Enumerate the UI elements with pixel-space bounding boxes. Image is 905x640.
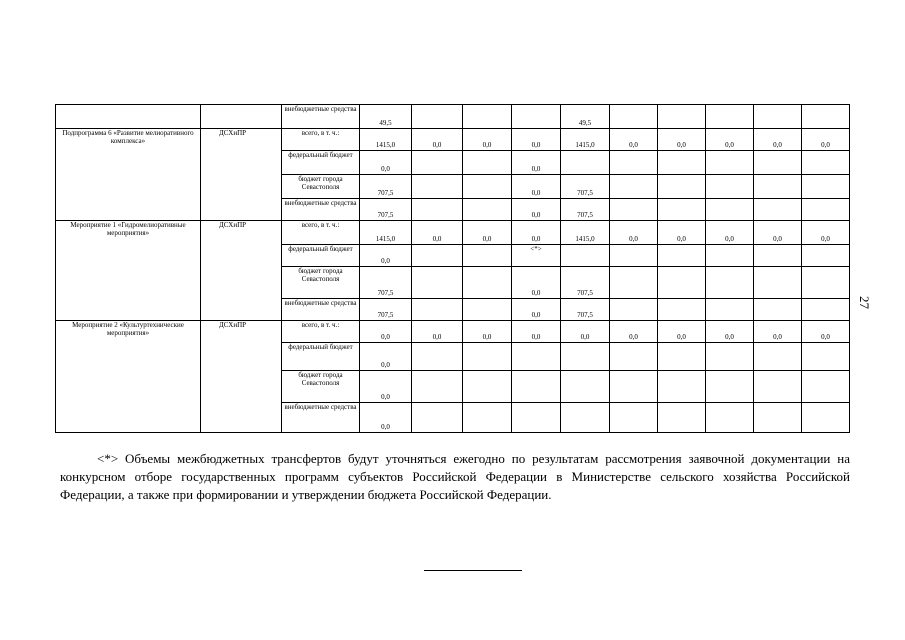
value-cell: 0,0 — [610, 221, 658, 245]
value-cell: 0,0 — [512, 321, 561, 343]
value-cell — [412, 371, 463, 403]
value-cell: 1415,0 — [561, 221, 610, 245]
value-cell: 0,0 — [463, 221, 512, 245]
value-cell: 0,0 — [360, 371, 412, 403]
value-cell — [658, 343, 706, 371]
value-cell — [561, 245, 610, 267]
value-cell — [658, 371, 706, 403]
value-cell: 0,0 — [754, 221, 802, 245]
value-cell: 0,0 — [512, 221, 561, 245]
value-cell — [802, 299, 850, 321]
funding-source-cell: федеральный бюджет — [282, 245, 360, 267]
value-cell: 0,0 — [706, 321, 754, 343]
value-cell — [754, 175, 802, 199]
value-cell — [463, 403, 512, 433]
value-cell — [754, 371, 802, 403]
value-cell — [706, 175, 754, 199]
value-cell — [610, 175, 658, 199]
value-cell: 0,0 — [512, 267, 561, 299]
value-cell — [802, 199, 850, 221]
value-cell — [463, 105, 512, 129]
value-cell: 0,0 — [658, 129, 706, 151]
value-cell — [658, 245, 706, 267]
value-cell: 0,0 — [706, 221, 754, 245]
value-cell — [463, 371, 512, 403]
value-cell — [658, 151, 706, 175]
value-cell: 0,0 — [802, 321, 850, 343]
value-cell — [706, 343, 754, 371]
value-cell — [512, 105, 561, 129]
budget-table-body — [56, 105, 850, 433]
responsible-cell — [201, 105, 282, 129]
program-name-cell: Подпрограмма 6 «Развитие мелиоративного комплекса» — [56, 129, 201, 221]
value-cell: 707,5 — [561, 299, 610, 321]
value-cell — [706, 105, 754, 129]
value-cell: 0,0 — [512, 175, 561, 199]
funding-source-cell: внебюджетные средства — [282, 105, 360, 129]
funding-source-cell: всего, в т. ч.: — [282, 221, 360, 245]
value-cell — [706, 299, 754, 321]
value-cell — [561, 343, 610, 371]
funding-source-cell: федеральный бюджет — [282, 343, 360, 371]
value-cell — [561, 151, 610, 175]
value-cell — [802, 371, 850, 403]
value-cell: 0,0 — [463, 321, 512, 343]
funding-source-cell: бюджет города Севастополя — [282, 175, 360, 199]
value-cell: 0,0 — [561, 321, 610, 343]
value-cell: 0,0 — [512, 129, 561, 151]
value-cell: 707,5 — [360, 175, 412, 199]
responsible-cell: ДСХиПР — [201, 221, 282, 321]
value-cell: 0,0 — [802, 129, 850, 151]
value-cell — [610, 151, 658, 175]
value-cell — [754, 299, 802, 321]
footnote-text: <*> Объемы межбюджетных трансфертов будут уточняться ежегодно по результатам рассмотрения заявочной документации на конкурсном отборе государственных программ субъектов Российской Федерации в Министерстве сельского хозяйства Российской Федерации, а также при формировании и утверждении бюджета Российской Федерации. — [60, 451, 850, 502]
responsible-cell: ДСХиПР — [201, 129, 282, 221]
value-cell — [706, 199, 754, 221]
value-cell: 0,0 — [512, 151, 561, 175]
table-row — [56, 105, 850, 129]
value-cell — [512, 403, 561, 433]
value-cell — [463, 151, 512, 175]
value-cell: 707,5 — [360, 199, 412, 221]
value-cell — [412, 199, 463, 221]
value-cell — [412, 267, 463, 299]
value-cell: 0,0 — [360, 403, 412, 433]
value-cell — [802, 245, 850, 267]
funding-source-cell: внебюджетные средства — [282, 199, 360, 221]
footnote-rule — [424, 570, 522, 571]
value-cell — [412, 151, 463, 175]
value-cell — [412, 175, 463, 199]
value-cell — [802, 267, 850, 299]
value-cell — [610, 299, 658, 321]
value-cell: 1415,0 — [360, 129, 412, 151]
value-cell — [802, 105, 850, 129]
value-cell: 0,0 — [754, 321, 802, 343]
value-cell: 0,0 — [658, 221, 706, 245]
value-cell: 0,0 — [412, 321, 463, 343]
value-cell — [463, 343, 512, 371]
value-cell — [754, 267, 802, 299]
funding-source-cell: федеральный бюджет — [282, 151, 360, 175]
value-cell: 0,0 — [360, 321, 412, 343]
funding-source-cell: всего, в т. ч.: — [282, 321, 360, 343]
value-cell — [463, 245, 512, 267]
footnote — [60, 450, 850, 504]
value-cell — [754, 199, 802, 221]
value-cell — [463, 267, 512, 299]
value-cell: <*> — [512, 245, 561, 267]
value-cell — [658, 403, 706, 433]
value-cell: 1415,0 — [561, 129, 610, 151]
value-cell: 0,0 — [512, 299, 561, 321]
value-cell — [463, 175, 512, 199]
table-row — [56, 221, 850, 245]
value-cell — [754, 403, 802, 433]
value-cell: 707,5 — [561, 267, 610, 299]
value-cell — [463, 199, 512, 221]
value-cell — [512, 371, 561, 403]
value-cell — [658, 267, 706, 299]
value-cell — [610, 199, 658, 221]
value-cell — [754, 151, 802, 175]
value-cell — [412, 343, 463, 371]
value-cell — [754, 105, 802, 129]
funding-source-cell: бюджет города Севастополя — [282, 267, 360, 299]
budget-table — [55, 104, 850, 433]
value-cell: 49,5 — [561, 105, 610, 129]
value-cell — [754, 245, 802, 267]
funding-source-cell: внебюджетные средства — [282, 403, 360, 433]
value-cell — [802, 175, 850, 199]
value-cell — [658, 175, 706, 199]
value-cell — [561, 403, 610, 433]
value-cell — [463, 299, 512, 321]
value-cell — [412, 245, 463, 267]
value-cell — [706, 267, 754, 299]
value-cell — [610, 403, 658, 433]
value-cell: 0,0 — [706, 129, 754, 151]
value-cell: 707,5 — [561, 199, 610, 221]
value-cell — [610, 267, 658, 299]
value-cell — [706, 151, 754, 175]
value-cell — [412, 105, 463, 129]
value-cell — [561, 371, 610, 403]
value-cell — [802, 403, 850, 433]
value-cell — [658, 105, 706, 129]
value-cell — [802, 151, 850, 175]
value-cell: 0,0 — [412, 221, 463, 245]
responsible-cell: ДСХиПР — [201, 321, 282, 433]
funding-source-cell: бюджет города Севастополя — [282, 371, 360, 403]
value-cell — [512, 343, 561, 371]
program-name-cell: Мероприятие 2 «Культуртехнические мероприятия» — [56, 321, 201, 433]
value-cell: 0,0 — [463, 129, 512, 151]
value-cell — [610, 371, 658, 403]
program-name-cell — [56, 105, 201, 129]
value-cell — [412, 299, 463, 321]
value-cell: 707,5 — [561, 175, 610, 199]
value-cell — [706, 403, 754, 433]
value-cell: 0,0 — [360, 151, 412, 175]
value-cell — [802, 343, 850, 371]
table-row — [56, 129, 850, 151]
value-cell — [610, 343, 658, 371]
page-number: 27 — [857, 296, 872, 309]
value-cell — [706, 245, 754, 267]
funding-source-cell: внебюджетные средства — [282, 299, 360, 321]
value-cell — [610, 245, 658, 267]
value-cell: 0,0 — [610, 129, 658, 151]
table-row — [56, 321, 850, 343]
funding-source-cell: всего, в т. ч.: — [282, 129, 360, 151]
value-cell — [610, 105, 658, 129]
value-cell: 0,0 — [360, 245, 412, 267]
value-cell: 0,0 — [754, 129, 802, 151]
value-cell: 0,0 — [512, 199, 561, 221]
value-cell: 707,5 — [360, 299, 412, 321]
value-cell: 707,5 — [360, 267, 412, 299]
value-cell: 0,0 — [802, 221, 850, 245]
value-cell: 1415,0 — [360, 221, 412, 245]
value-cell — [754, 343, 802, 371]
value-cell: 0,0 — [658, 321, 706, 343]
value-cell — [412, 403, 463, 433]
program-name-cell: Мероприятие 1 «Гидромелиоративные мероприятия» — [56, 221, 201, 321]
value-cell — [706, 371, 754, 403]
value-cell: 49,5 — [360, 105, 412, 129]
value-cell: 0,0 — [610, 321, 658, 343]
value-cell: 0,0 — [412, 129, 463, 151]
value-cell — [658, 199, 706, 221]
value-cell — [658, 299, 706, 321]
value-cell: 0,0 — [360, 343, 412, 371]
